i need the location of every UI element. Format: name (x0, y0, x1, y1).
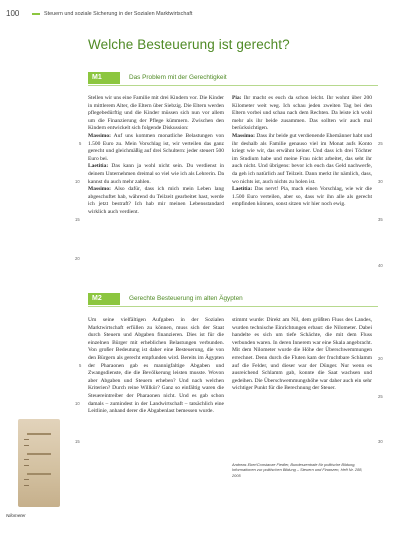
m1-dialogue-line: Massimo: Auf uns kommen monatliche Belastungen von 1.500 Euro zu. Mein Vorschlag ist, wir verteilen das ganz gerecht und gleichmäßig auf drei Schultern: jeder steuert 500 Euro bei. (88, 132, 224, 162)
line-number: 40 (378, 263, 383, 268)
line-number: 10 (75, 401, 80, 406)
section-m2-title: Gerechte Besteuerung im alten Ägypten (129, 295, 243, 302)
m1-dialogue-line: Massimo: Also dafür, dass ich mich mein Leben lang abgeschuftet hab, während du Teilzeit gearbeitet hast, werde ich jetzt bestraft? Ich hab mir meinen Lebensstandard wirklich auch verdient. (88, 186, 224, 215)
m1-dialogue-line: Laetitia: Das kann ja wohl nicht sein. Du verdienst in deinem Unternehmen dreimal so viel wie ich als Lehrerin. Da kannst du auch mehr zahlen. (88, 163, 224, 185)
m1-column-right (232, 95, 372, 209)
line-number: 20 (75, 256, 80, 261)
line-number: 10 (75, 179, 80, 184)
page-header (0, 7, 400, 21)
source-citation: Andreas Eber/Constanze Fiedler, Bundeszentrale für politische Bildung, Informationen zur politischen Bildung – Steuern und Finanzen, Heft Nr. 288, 2005 (232, 462, 363, 478)
line-number: 5 (79, 141, 82, 146)
line-number: 25 (378, 394, 383, 399)
image-caption: Nilometer (6, 513, 26, 518)
page-number: 100 (6, 9, 20, 18)
section-m1-title: Das Problem mit der Gerechtigkeit (129, 74, 227, 81)
section-m2-badge: M2 (88, 293, 120, 305)
line-number: 15 (75, 217, 80, 222)
line-number: 30 (378, 439, 383, 444)
m1-dialogue-line: Laetitia: Das nervt! Pia, mach einen Vorschlag, wie wir die 1.500 Euro verteilen, aber so, dass wir ihn alle als gerecht empfinden können, sonst sitzen wir hier noch ewig. (232, 186, 372, 208)
m2-body-text: Um seine vielfältigen Aufgaben in der Sozialen Marktwirtschaft erfüllen zu können, muss sich der Staat durch Steuern und Abgaben finanzieren. Dies ist für die einzelnen Bürger mit erheblichen Belastungen verbunden. Von großer Bedeutung ist daher eine Besteuerung, die von den Bürgern als gerecht empfunden wird. Bereits im Ägypten der Pharaonen gab es mannigfaltige Abgaben und Zwangsdienste, die die Bevölkerung leisten musste. Wovon aber Abgaben und Steuern erheben? Und nach welchen Kriterien? Durch reine Willkür? Ganz so einfältig waren die Steuereintreiber der Pharaonen nicht. Und es gab schon damals – zumindest in der Landwirtschaft – tatsächlich eine Leitlinie, anhand derer die Abgabenlast bemessen wurde. (88, 317, 224, 415)
line-number: 20 (378, 356, 383, 361)
section-m1-badge: M1 (88, 72, 120, 84)
line-number: 15 (75, 439, 80, 444)
nilometer-image (18, 419, 60, 507)
m1-intro: Stellen wir uns eine Familie mit drei Kindern vor. Die Kinder in mittlerem Alter, die Eltern über Siebzig. Die Eltern werden pflegebedürftig und die Kinder müssen sich nun vor allem um die Finanzierung der Pflege kümmern. Zwischen den Kindern entwickelt sich folgende Diskussion: (88, 95, 224, 132)
m1-column-left (88, 95, 224, 217)
line-number: 5 (79, 363, 82, 368)
m2-column-right (232, 317, 372, 393)
running-head: Steuern und soziale Sicherung in der Sozialen Marktwirtschaft (44, 11, 193, 17)
m2-column-left (88, 317, 224, 416)
page-title: Welche Besteuerung ist gerecht? (88, 37, 290, 52)
m2-body-text: stimmt wurde: Direkt am Nil, dem größten Fluss des Landes, wurden technische Einrichtungen erbaut: die Nilometer. Dabei handelte es sich um tiefe Schächte, die mit dem Fluss verbunden waren. In deren Innerem war eine Skala angebracht. Mit dem Nilometer wurde die Höhe der Überschwemmungen errechnet. Denn durch die Fluten kam der fruchtbare Schlamm auf die Felder, und dieser war der Dünger. Nur wenn es ausreichend Schlamm gab, konnte die Saat wachsen und gedeihen. Die Überschwemmungshöhe war daher auch ein sehr wichtiger Punkt für die Berechnung der Steuer. (232, 317, 372, 392)
section-m1-rule (88, 85, 378, 86)
header-accent-rule (32, 13, 40, 15)
line-number: 30 (378, 179, 383, 184)
line-number: 35 (378, 217, 383, 222)
section-m2-rule (88, 306, 378, 307)
line-number: 25 (378, 141, 383, 146)
m1-dialogue-line: Massimo: Dass ihr beide gut verdienende Ehemänner habt und ihr deshalb als Familie genauso viel im Monat aufs Konto kriegt wie wir, das erwähnt keiner. Und dass ich drei Töchter im Studium habe und meine Frau nicht arbeitet, das seht ihr auch nicht. Und übrigens: bevor ich euch das Geld nachwerfe, da geh ich natürlich auf Teilzeit. Dann merkt ihr nämlich, dass, wo nichts ist, auch nichts zu holen ist. (232, 132, 372, 185)
m1-dialogue-line: Pia: Ihr macht es euch da schon leicht. Ihr wohnt über 200 Kilometer weit weg. Ich schau jeden zweiten Tag bei den Eltern vorbei und schau nach dem Rechten. Da leiste ich wohl mehr als ihr beide zusammen. Das sollten wir auch mal berücksichtigen. (232, 95, 372, 132)
